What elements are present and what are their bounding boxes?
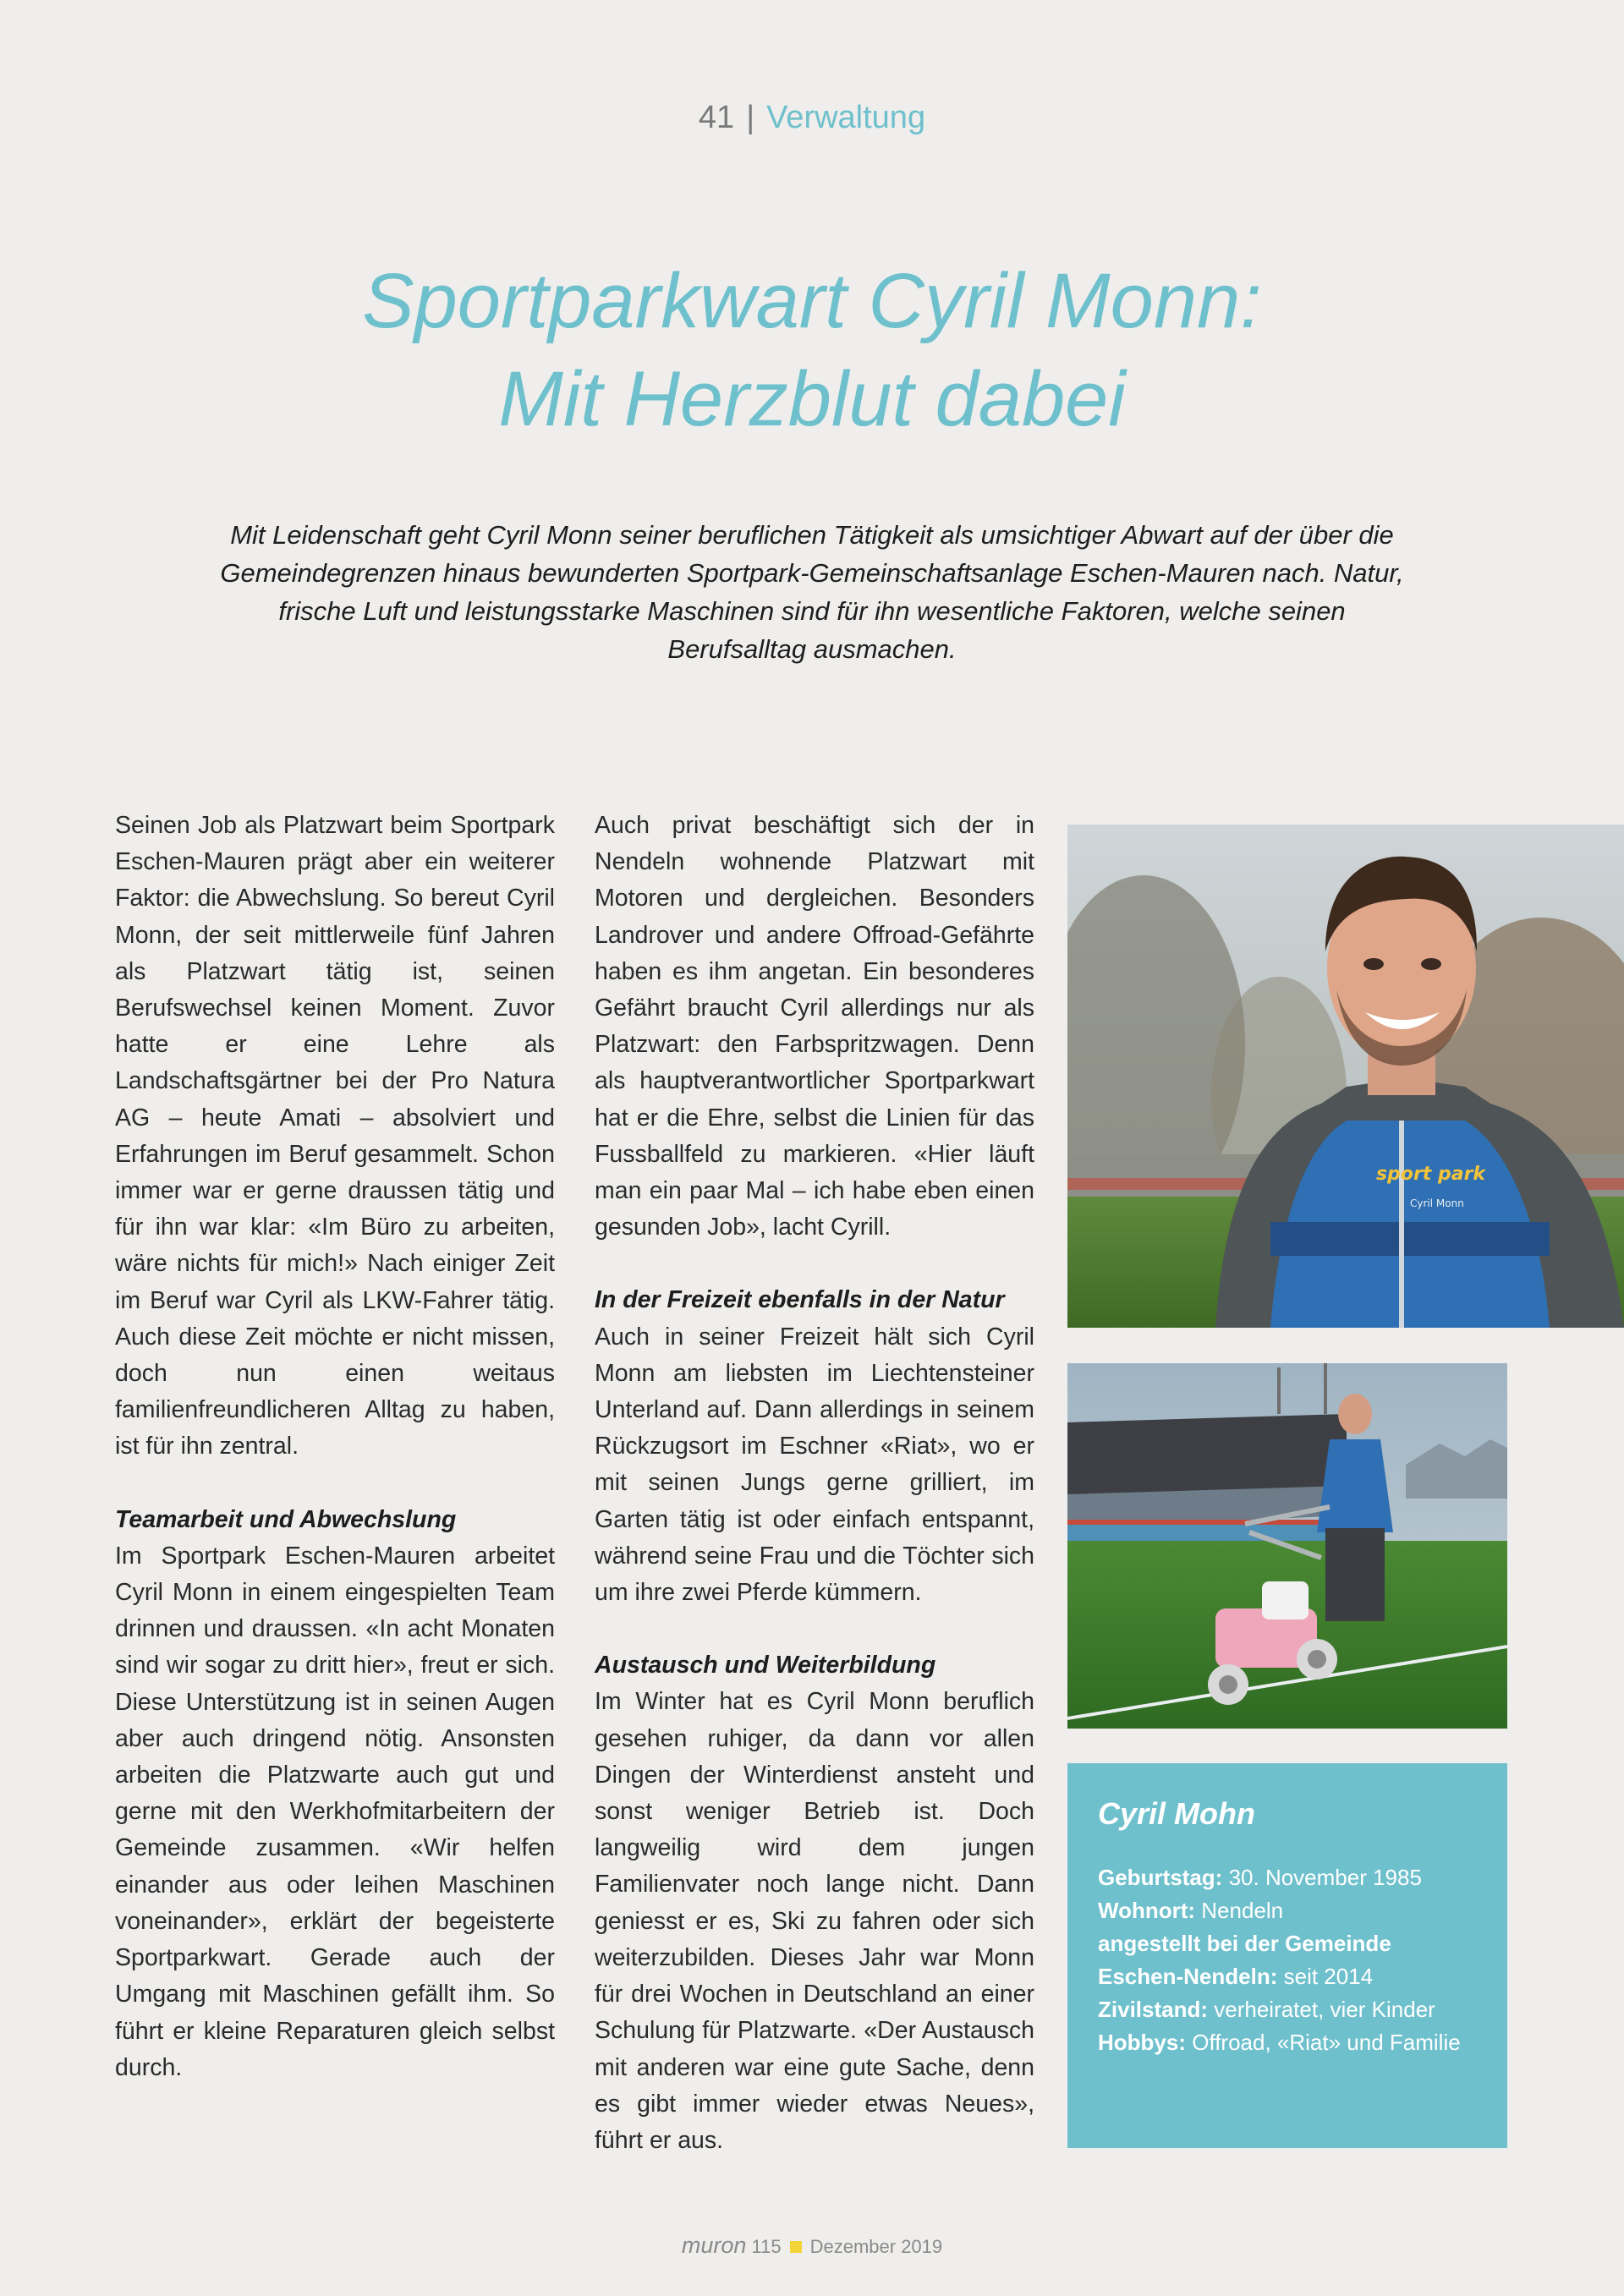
column1-heading-teamarbeit: Teamarbeit und Abwechslung: [115, 1505, 457, 1533]
footer-square-icon: [790, 2241, 802, 2253]
portrait-illustration: [1067, 825, 1624, 1328]
section-name: Verwaltung: [766, 100, 926, 135]
employer-value: seit 2014: [1283, 1964, 1374, 1989]
birthday-value: 30. November 1985: [1228, 1865, 1422, 1890]
text-column-2: [595, 808, 1034, 2159]
page-header: [0, 100, 1624, 136]
profile-name: Cyril Mohn: [1098, 1796, 1255, 1831]
footer-brand: muron: [681, 2233, 747, 2258]
status-value: verheiratet, vier Kinder: [1214, 1997, 1435, 2022]
profile-infobox: [1067, 1763, 1507, 2148]
text-column-1: [115, 808, 555, 2086]
employer-label-1: angestellt bei der Gemeinde: [1098, 1931, 1391, 1956]
column2-paragraph-2: Auch in seiner Freizeit hält sich Cyril Monn am liebsten im Liechtensteiner Unterland auf. Dann allerdings in seinem Rückzugsort im Eschner «Riat», wo er mit seinen Jungs gerne grilliert, im Garten tätig ist oder einfach entspannt, während seine Frau und die Töchter sich um ihre zwei Pferde kümmern.: [595, 1323, 1034, 1607]
column2-paragraph-3: Im Winter hat es Cyril Monn beruflich gesehen ruhiger, da dann vor allen Dingen der Winterdienst ansteht und sonst weniger Betrieb ist. Doch langweilig wird dem jungen Familienvater noch lange nicht. Dann geniesst er es, Ski zu fahren oder sich weiterzubilden. Dieses Jahr war Monn für drei Wochen in Deutschland an einer Schulung für Platzwarte. «Der Austausch mit anderen war eine gute Sache, denn es gibt immer wieder etwas Neues», führt er aus.: [595, 1688, 1034, 2154]
status-label: Zivilstand:: [1098, 1997, 1209, 2022]
title-line-1: Sportparkwart Cyril Monn:: [362, 258, 1262, 344]
field-marking-photo: [1067, 1363, 1507, 1729]
footer-issue: 115: [751, 2236, 782, 2257]
residence-row: [1098, 1894, 1477, 1927]
residence-value: Nendeln: [1201, 1898, 1284, 1923]
employer-row-1: [1098, 1927, 1477, 1960]
page-footer: [0, 2233, 1624, 2259]
page-number: 41: [698, 100, 735, 135]
employer-label-2: Eschen-Nendeln:: [1098, 1964, 1278, 1989]
employer-row-2: [1098, 1960, 1477, 1993]
jacket-logo-text: sport park: [1376, 1164, 1486, 1185]
column1-paragraph-1: Seinen Job als Platzwart beim Sportpark Eschen-Mauren prägt aber ein weiterer Faktor: die Abwechslung. So bereut Cyril Monn, der seit mittlerweile fünf Jahren als Platzwart tätig ist, seinen Berufswechsel keinen Moment. Zuvor hatte er eine Lehre als Landschaftsgärtner bei der Pro Natura AG – heute Amati – absolviert und Erfahrungen im Beruf gesammelt. Schon immer war er gerne draussen tätig und für ihn war klar: «Im Büro zu arbeiten, wäre nichts für mich!» Nach einiger Zeit im Beruf war Cyril als LKW-Fahrer tätig. Auch diese Zeit möchte er nicht missen, doch nun einen weitaus familienfreundlicheren Alltag zu haben, ist für ihn zentral.: [115, 812, 555, 1460]
column2-paragraph-1: Auch privat beschäftigt sich der in Nendeln wohnende Platzwart mit Motoren und dergleichen. Besonders Landrover und andere Offroad-Gefährte haben es ihm angetan. Ein besonderes Gefährt braucht Cyril allerdings nur als Platzwart: den Farbspritzwagen. Denn als hauptverantwortlicher Sportparkwart hat er die Ehre, selbst die Linien für das Fussballfeld zu markieren. «Hier läuft man ein paar Mal – ich habe eben einen gesunden Job», lacht Cyrill.: [595, 812, 1034, 1241]
portrait-photo: [1067, 825, 1624, 1328]
hobbies-label: Hobbys:: [1098, 2030, 1186, 2055]
lead-paragraph: Mit Leidenschaft geht Cyril Monn seiner beruflichen Tätigkeit als umsichtiger Abwart auf der über die Gemeindegrenzen hinaus bewunderten Sportpark-Gemeinschaftsanlage Eschen-Mauren nach. Natur, frische Luft und leistungsstarke Maschinen sind für ihn wesentliche Faktoren, welche seinen Berufsalltag ausmachen.: [220, 520, 1404, 664]
header-separator: |: [746, 100, 755, 135]
title-line-2: Mit Herzblut dabei: [498, 356, 1126, 442]
birthday-label: Geburtstag:: [1098, 1865, 1223, 1890]
birthday-row: [1098, 1861, 1477, 1894]
column2-heading-freizeit: In der Freizeit ebenfalls in der Natur: [595, 1286, 1005, 1314]
jacket-name-text: Cyril Monn: [1410, 1197, 1464, 1209]
field-marking-illustration: [1067, 1363, 1507, 1729]
article-title: [0, 252, 1624, 448]
footer-date: Dezember 2019: [809, 2236, 943, 2257]
column2-heading-austausch: Austausch und Weiterbildung: [595, 1652, 936, 1680]
hobbies-value: Offroad, «Riat» und Familie: [1192, 2030, 1461, 2055]
status-row: [1098, 1993, 1477, 2026]
hobbies-row: [1098, 2026, 1477, 2059]
residence-label: Wohnort:: [1098, 1898, 1196, 1923]
column1-paragraph-2: Im Sportpark Eschen-Mauren arbeitet Cyril Monn in einem eingespielten Team drinnen und draussen. «In acht Monaten sind wir sogar zu dritt hier», freut er sich. Diese Unterstützung ist in seinen Augen aber auch dringend nötig. Ansonsten arbeiten die Platzwarte auch gut und gerne mit den Werkhofmitarbeitern der Gemeinde zusammen. «Wir helfen einander aus oder leihen Maschinen voneinander», erklärt der begeisterte Sportparkwart. Gerade auch der Umgang mit Maschinen gefällt ihm. So führt er kleine Reparaturen gleich selbst durch.: [115, 1542, 555, 2081]
